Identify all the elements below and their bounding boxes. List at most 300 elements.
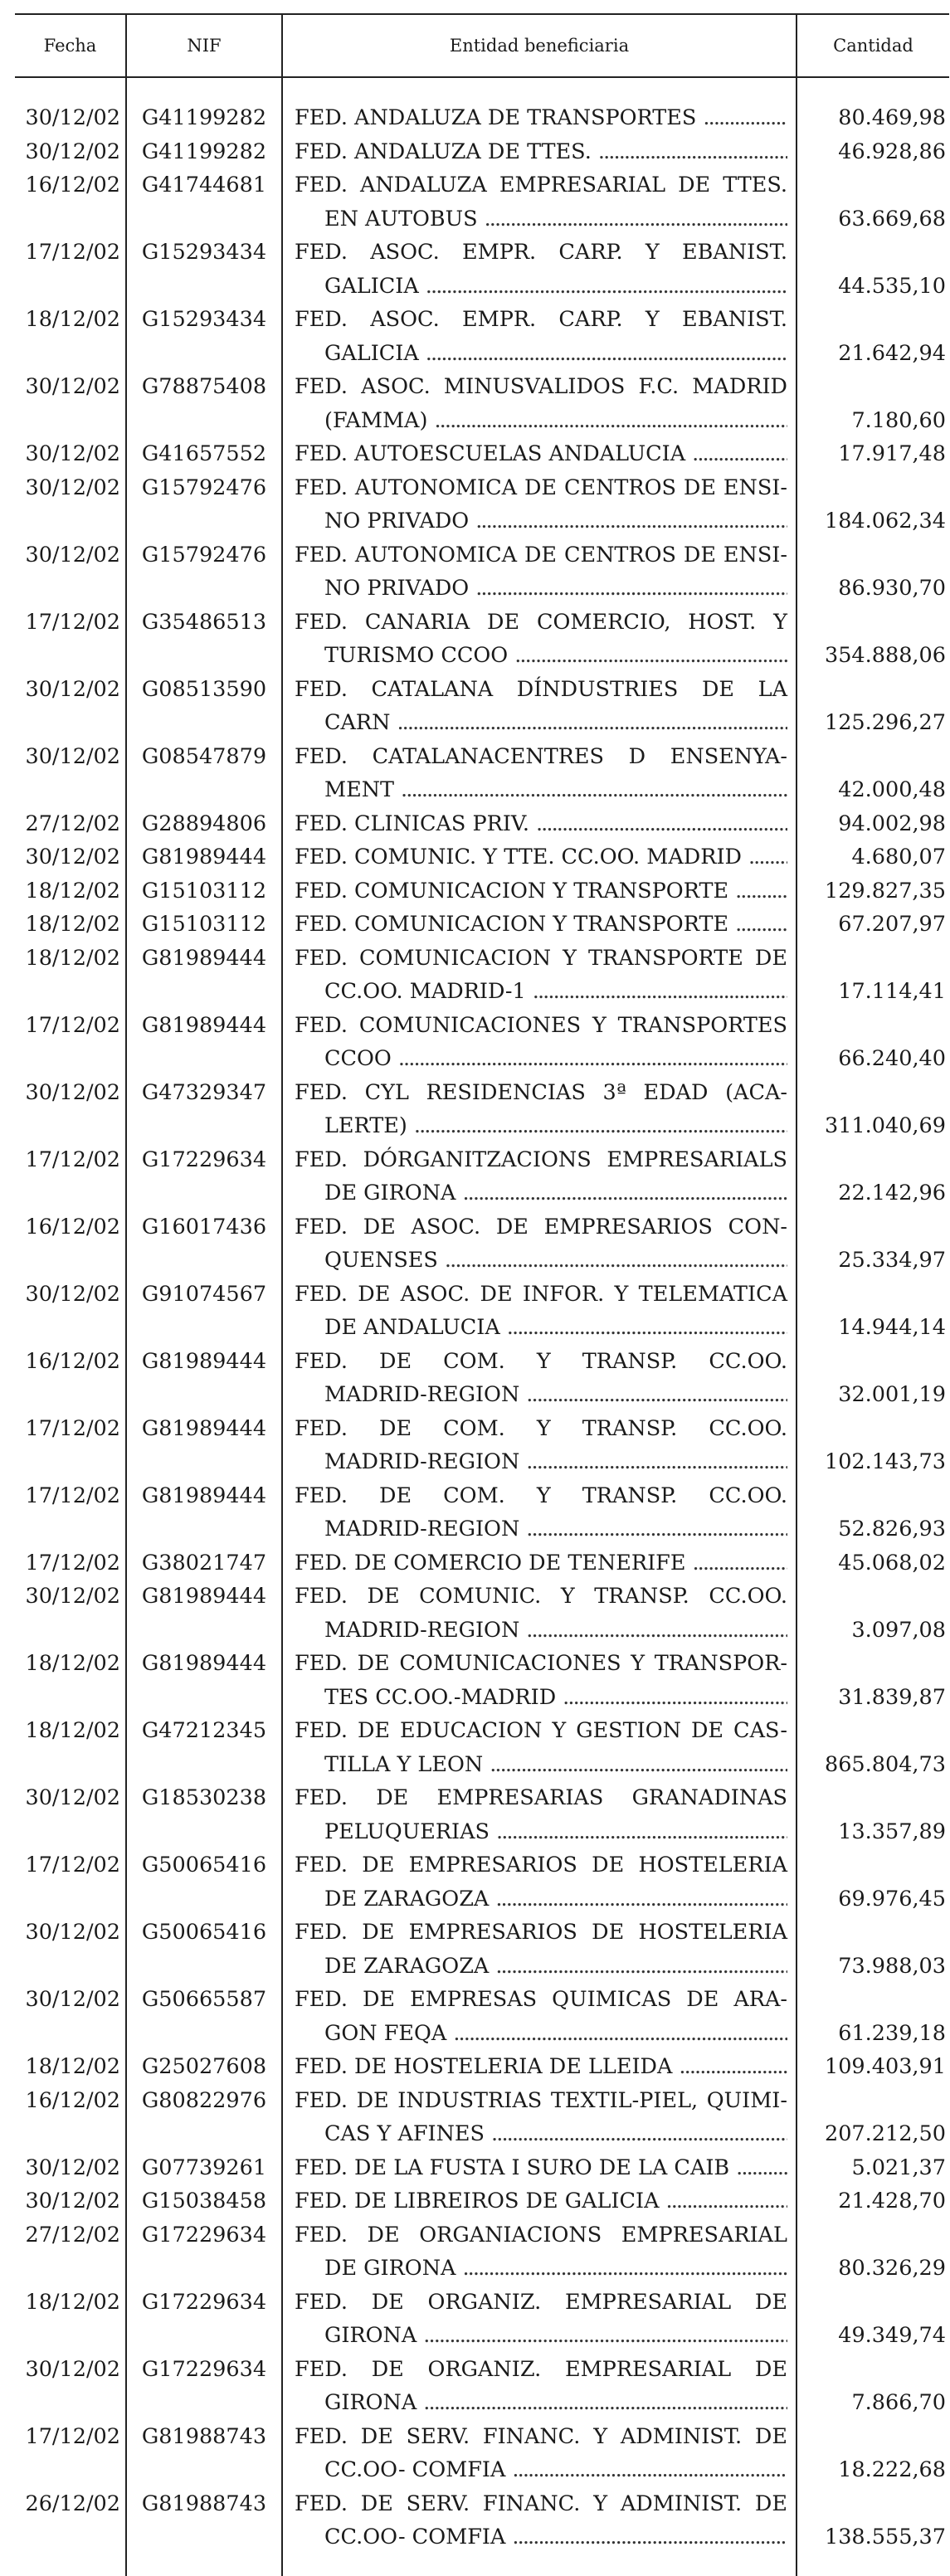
cell-cantidad [797,2050,949,2084]
cell-fecha: 17/12/02 [25,240,120,265]
amount-value: 354.888,06 [824,643,946,668]
cell-fecha: 30/12/02 [25,1785,120,1810]
table-body [15,77,949,2576]
entidad-line: MADRID-REGION [324,1617,520,1643]
table-row [15,2218,949,2286]
cell-nif: G47329347 [126,1076,282,1143]
entidad-line: FED. DE SERV. FINANC. Y ADMINIST. DE [295,2491,787,2516]
dot-leader [505,2453,787,2487]
spacer-row [15,2554,949,2576]
amount-value: 86.930,70 [838,576,946,601]
amount-value: 129.827,35 [824,878,946,903]
cell-fecha: 30/12/02 [25,1987,120,2012]
dot-leader [446,2017,787,2051]
amount-value: 44.535,10 [838,273,946,299]
amount-value: 13.357,89 [838,1819,946,1844]
entidad-line: GON FEQA [324,2020,447,2046]
cell-cantidad [797,2487,949,2554]
entidad-line: MADRID-REGION [324,1517,520,1541]
entidad-line: FED. DE LIBREIROS DE GALICIA [295,2189,660,2213]
cell-cantidad [797,1009,949,1076]
dot-leader [419,337,787,371]
cell-cantidad [797,101,949,135]
cell-entidad [282,2050,797,2084]
entidad-line: CARN [324,710,391,735]
entidad-line: DE GIRONA [324,2256,456,2281]
cell-nif: G17229634 [126,1143,282,1210]
cell-cantidad [797,1076,949,1143]
cell-nif: G81989444 [126,942,282,1009]
entidad-line: MADRID-REGION [324,1449,520,1474]
cell-entidad [282,1210,797,1278]
table-row [15,303,949,370]
cell-fecha: 17/12/02 [25,1853,120,1877]
dot-leader [529,807,787,841]
amount-value: 102.143,73 [824,1449,946,1474]
cell-fecha: 17/12/02 [25,1483,120,1508]
entidad-line: FED. CANARIA DE COMERCIO, HOST. Y [295,609,787,635]
dot-leader [394,773,787,807]
amount-value: 73.988,03 [838,1953,946,1979]
amount-value: 14.944,14 [838,1315,946,1340]
cell-nif: G15103112 [126,874,282,908]
cell-fecha: 26/12/02 [25,2491,120,2516]
dot-leader [483,1748,787,1782]
cell-nif: G15293434 [126,236,282,303]
cell-cantidad [797,2353,949,2420]
cell-cantidad [797,1580,949,1647]
cell-cantidad [797,1546,949,1580]
entidad-line: FED. DE EDUCACION Y GESTION DE CAS- [295,1718,787,1743]
cell-cantidad [797,1647,949,1714]
cell-cantidad [797,1479,949,1546]
header-nif: NIF [126,14,282,77]
cell-cantidad [797,1781,949,1848]
cell-entidad [282,1278,797,1345]
table-row [15,807,949,841]
cell-fecha: 30/12/02 [25,676,120,702]
cell-nif: G81989444 [126,840,282,874]
entidad-line: FED. DE LA FUSTA I SURO DE LA CAIB [295,2155,730,2180]
header-cantidad: Cantidad [797,14,949,77]
table-row [15,1278,949,1345]
entidad-line: FED. CLINICAS PRIV. [295,811,529,836]
entidad-line: FED. ASOC. EMPR. CARP. Y EBANIST. [295,307,787,332]
table-row [15,471,949,538]
entidad-line: PELUQUERIAS [324,1819,490,1844]
cell-cantidad [797,437,949,471]
cell-entidad [282,673,797,740]
cell-entidad [282,471,797,538]
cell-cantidad [797,2084,949,2151]
entidad-line: CCOO [324,1046,392,1071]
cell-fecha: 18/12/02 [25,2054,120,2079]
cell-cantidad [797,370,949,437]
entidad-line: FED. DE INDUSTRIAS TEXTIL-PIEL, QUIMI- [295,2087,787,2113]
entidad-line: FED. DE HOSTELERIA DE LLEIDA [295,2054,673,2079]
cell-entidad [282,437,797,471]
entidad-line: DE ZARAGOZA [324,1886,490,1911]
cell-nif: G50665587 [126,1983,282,2050]
cell-entidad [282,303,797,370]
cell-nif: G17229634 [126,2218,282,2286]
dot-leader [417,2386,787,2420]
entidad-line: CC.OO. MADRID-1 [324,979,526,1004]
cell-entidad [282,135,797,169]
dot-leader [592,135,787,169]
entidad-line: FED. CATALANACENTRES D ENSENYA- [295,743,787,769]
entidad-line: CC.OO- COMFIA [324,2457,506,2482]
dot-leader [519,1445,787,1479]
cell-fecha: 17/12/02 [25,1550,120,1575]
table-row [15,101,949,135]
table-row [15,2487,949,2554]
dot-leader [438,1244,787,1278]
spacer-row [15,77,949,101]
entidad-line: TILLA Y LEON [324,1751,484,1777]
entidad-line: MENT [324,777,395,802]
cell-entidad [282,236,797,303]
entidad-line: FED. DÓRGANITZACIONS EMPRESARIALS [295,1147,787,1172]
dot-leader [696,101,787,135]
table-row [15,1916,949,1983]
dot-leader [419,270,787,304]
cell-cantidad [797,908,949,942]
cell-fecha: 30/12/02 [25,139,120,164]
cell-nif: G15792476 [126,538,282,606]
entidad-line: DE ZARAGOZA [324,1953,490,1979]
entidad-line: CC.OO- COMFIA [324,2525,506,2549]
amount-value: 67.207,97 [838,912,946,937]
amount-value: 184.062,34 [824,509,946,533]
table-row [15,908,949,942]
cell-fecha: 18/12/02 [25,2289,120,2315]
entidad-line: FED. ANDALUZA DE TTES. [295,139,592,164]
cell-cantidad [797,1916,949,1983]
amount-value: 5.021,37 [851,2155,946,2180]
cell-fecha: 17/12/02 [25,609,120,635]
entidad-line: GALICIA [324,273,419,299]
entidad-line: QUENSES [324,1248,438,1273]
cell-entidad [282,1345,797,1412]
table-row [15,2050,949,2084]
entidad-line: GIRONA [324,2323,417,2348]
table-row [15,236,949,303]
table-row [15,1412,949,1479]
cell-nif: G81989444 [126,1345,282,1412]
amount-value: 17.114,41 [838,979,946,1004]
entidad-line: CAS Y AFINES [324,2121,485,2146]
cell-cantidad [797,236,949,303]
entidad-line: NO PRIVADO [324,576,470,601]
cell-entidad [282,1714,797,1781]
cell-nif: G15103112 [126,908,282,942]
dot-leader [392,1042,787,1076]
cell-fecha: 30/12/02 [25,542,120,567]
entidad-line: FED. DE ASOC. DE EMPRESARIOS CON- [295,1214,787,1239]
cell-entidad [282,2420,797,2487]
table-row [15,2151,949,2185]
entidad-line: FED. DE COMUNIC. Y TRANSP. CC.OO. [295,1584,787,1609]
cell-cantidad [797,673,949,740]
entidad-line: DE ANDALUCIA [324,1315,500,1340]
cell-entidad [282,2151,797,2185]
cell-entidad [282,840,797,874]
cell-nif: G16017436 [126,1210,282,1278]
entidad-line: FED. CYL RESIDENCIAS 3ª EDAD (ACA- [295,1079,787,1105]
amount-value: 25.334,97 [838,1248,946,1273]
cell-nif: G41744681 [126,168,282,236]
cell-fecha: 18/12/02 [25,878,120,903]
cell-cantidad [797,2420,949,2487]
dot-leader [685,437,787,471]
subsidy-table [15,13,949,2576]
cell-cantidad [797,2286,949,2353]
cell-nif: G80822976 [126,2084,282,2151]
cell-nif: G15293434 [126,303,282,370]
amount-value: 3.097,08 [851,1617,946,1643]
dot-leader [685,1546,787,1580]
entidad-line: FED. AUTOESCUELAS ANDALUCIA [295,441,686,466]
amount-value: 311.040,69 [824,1113,946,1138]
amount-value: 109.403,91 [824,2054,946,2079]
cell-entidad [282,1647,797,1714]
table-row [15,1143,949,1210]
amount-value: 17.917,48 [838,441,946,466]
cell-fecha: 30/12/02 [25,2356,120,2382]
entidad-line: FED. CATALANA DÍNDUSTRIES DE LA [295,676,787,702]
amount-value: 80.326,29 [838,2256,946,2281]
table-row [15,2286,949,2353]
entidad-line: FED. COMUNICACION Y TRANSPORTE [295,912,729,937]
dot-leader [519,1614,787,1648]
amount-value: 31.839,87 [838,1684,946,1710]
cell-fecha: 18/12/02 [25,1651,120,1676]
cell-nif: G81988743 [126,2420,282,2487]
cell-entidad [282,1412,797,1479]
dot-leader [519,1378,787,1412]
cell-fecha: 17/12/02 [25,1012,120,1038]
cell-nif: G81989444 [126,1580,282,1647]
entidad-line: FED. AUTONOMICA DE CENTROS DE ENSI- [295,542,787,567]
table-row [15,370,949,437]
cell-cantidad [797,2218,949,2286]
cell-nif: G08513590 [126,673,282,740]
cell-nif: G41657552 [126,437,282,471]
cell-entidad [282,101,797,135]
table-row [15,1076,949,1143]
cell-fecha: 16/12/02 [25,173,120,197]
entidad-line: FED. COMUNICACIONES Y TRANSPORTES [295,1012,787,1038]
cell-nif: G28894806 [126,807,282,841]
dot-leader [728,874,787,908]
cell-fecha: 30/12/02 [25,845,120,869]
amount-value: 22.142,96 [838,1181,946,1205]
cell-fecha: 30/12/02 [25,1079,120,1105]
amount-value: 21.428,70 [838,2189,946,2213]
amount-value: 69.976,45 [838,1886,946,1911]
cell-nif: G41199282 [126,101,282,135]
amount-value: 49.349,74 [838,2323,946,2348]
cell-fecha: 30/12/02 [25,475,120,500]
cell-nif: G41199282 [126,135,282,169]
entidad-line: FED. DE ORGANIZ. EMPRESARIAL DE [295,2356,787,2382]
table-row [15,2084,949,2151]
table-row [15,673,949,740]
cell-nif: G50065416 [126,1848,282,1916]
dot-leader [742,840,787,874]
cell-entidad [282,2084,797,2151]
amount-value: 21.642,94 [838,340,946,366]
entidad-line: FED. ANDALUZA EMPRESARIAL DE TTES. [295,173,787,197]
cell-nif: G81988743 [126,2487,282,2554]
entidad-line: LERTE) [324,1113,407,1138]
amount-value: 42.000,48 [838,777,946,802]
cell-nif: G81989444 [126,1647,282,1714]
cell-nif: G81989444 [126,1009,282,1076]
cell-entidad [282,1983,797,2050]
cell-cantidad [797,303,949,370]
cell-fecha: 17/12/02 [25,2423,120,2449]
entidad-line: TURISMO CCOO [324,643,509,668]
dot-leader [390,706,787,740]
cell-entidad [282,1009,797,1076]
entidad-line: FED. DE COM. Y TRANSP. CC.OO. [295,1348,787,1374]
cell-cantidad [797,942,949,1009]
table-row [15,2420,949,2487]
cell-nif: G08547879 [126,740,282,807]
amount-value: 125.296,27 [824,710,946,735]
cell-nif: G50065416 [126,1916,282,1983]
cell-cantidad [797,840,949,874]
cell-fecha: 30/12/02 [25,1920,120,1945]
entidad-line: FED. DE ORGANIACIONS EMPRESARIAL [295,2222,787,2247]
cell-entidad [282,740,797,807]
cell-fecha: 30/12/02 [25,105,120,130]
cell-nif: G47212345 [126,1714,282,1781]
table-row [15,168,949,236]
cell-fecha: 16/12/02 [25,1214,120,1239]
dot-leader [729,2151,787,2185]
dot-leader [427,404,787,438]
amount-value: 45.068,02 [838,1550,946,1575]
header-fecha: Fecha [15,14,126,77]
dot-leader [660,2184,788,2218]
cell-entidad [282,874,797,908]
table-row [15,2184,949,2218]
cell-fecha: 30/12/02 [25,1281,120,1307]
cell-entidad [282,538,797,606]
entidad-line: GIRONA [324,2390,417,2415]
entidad-line: FED. COMUNIC. Y TTE. CC.OO. MADRID [295,845,742,869]
amount-value: 32.001,19 [838,1382,946,1407]
cell-entidad [282,1076,797,1143]
table-row [15,606,949,673]
entidad-line: GALICIA [324,340,419,366]
cell-fecha: 17/12/02 [25,1415,120,1441]
cell-fecha: 16/12/02 [25,1348,120,1374]
cell-cantidad [797,740,949,807]
cell-entidad [282,1916,797,1983]
table-row [15,1781,949,1848]
cell-nif: G81989444 [126,1479,282,1546]
entidad-line: FED. DE EMPRESARIOS DE HOSTELERIA [295,1920,787,1945]
table-row [15,1210,949,1278]
cell-cantidad [797,471,949,538]
amount-value: 66.240,40 [838,1046,946,1071]
entidad-line: FED. COMUNICACION Y TRANSPORTE DE [295,945,787,971]
cell-cantidad [797,1848,949,1916]
table-row [15,1647,949,1714]
dot-leader [469,504,787,538]
table-row [15,1580,949,1647]
dot-leader [456,1176,787,1210]
table-row [15,840,949,874]
cell-fecha: 16/12/02 [25,2087,120,2113]
cell-cantidad [797,1412,949,1479]
amount-value: 7.866,70 [851,2390,946,2415]
cell-entidad [282,1848,797,1916]
entidad-line: FED. ASOC. EMPR. CARP. Y EBANIST. [295,240,787,265]
amount-value: 138.555,37 [824,2525,946,2549]
cell-cantidad [797,1714,949,1781]
dot-leader [519,1512,787,1546]
entidad-line: FED. ANDALUZA DE TRANSPORTES [295,105,697,130]
cell-nif: G35486513 [126,606,282,673]
cell-nif: G15792476 [126,471,282,538]
cell-entidad [282,370,797,437]
cell-cantidad [797,1983,949,2050]
dot-leader [500,1311,787,1345]
cell-nif: G07739261 [126,2151,282,2185]
entidad-line: TES CC.OO.-MADRID [324,1684,557,1710]
table-row [15,1345,949,1412]
amount-value: 4.680,07 [851,845,946,869]
dot-leader [407,1109,787,1143]
cell-entidad [282,2353,797,2420]
cell-nif: G78875408 [126,370,282,437]
cell-fecha: 27/12/02 [25,811,120,836]
cell-entidad [282,1580,797,1647]
cell-entidad [282,2286,797,2353]
cell-nif: G38021747 [126,1546,282,1580]
cell-nif: G15038458 [126,2184,282,2218]
dot-leader [469,572,787,606]
dot-leader [556,1681,787,1715]
entidad-line: EN AUTOBUS [324,206,478,231]
cell-fecha: 30/12/02 [25,1584,120,1609]
dot-leader [456,2252,787,2286]
amount-value: 46.928,86 [838,139,946,164]
cell-fecha: 18/12/02 [25,912,120,937]
entidad-line: FED. DE SERV. FINANC. Y ADMINIST. DE [295,2423,787,2449]
cell-cantidad [797,2184,949,2218]
amount-value: 61.239,18 [838,2020,946,2046]
cell-nif: G17229634 [126,2286,282,2353]
entidad-line: FED. DE EMPRESAS QUIMICAS DE ARA- [295,1987,787,2012]
dot-leader [508,639,787,673]
amount-value: 63.669,68 [838,206,946,231]
cell-entidad [282,2487,797,2554]
dot-leader [485,2117,787,2151]
cell-fecha: 30/12/02 [25,743,120,769]
cell-nif: G18530238 [126,1781,282,1848]
cell-cantidad [797,1278,949,1345]
cell-cantidad [797,135,949,169]
cell-entidad [282,1479,797,1546]
cell-entidad [282,606,797,673]
cell-entidad [282,2218,797,2286]
